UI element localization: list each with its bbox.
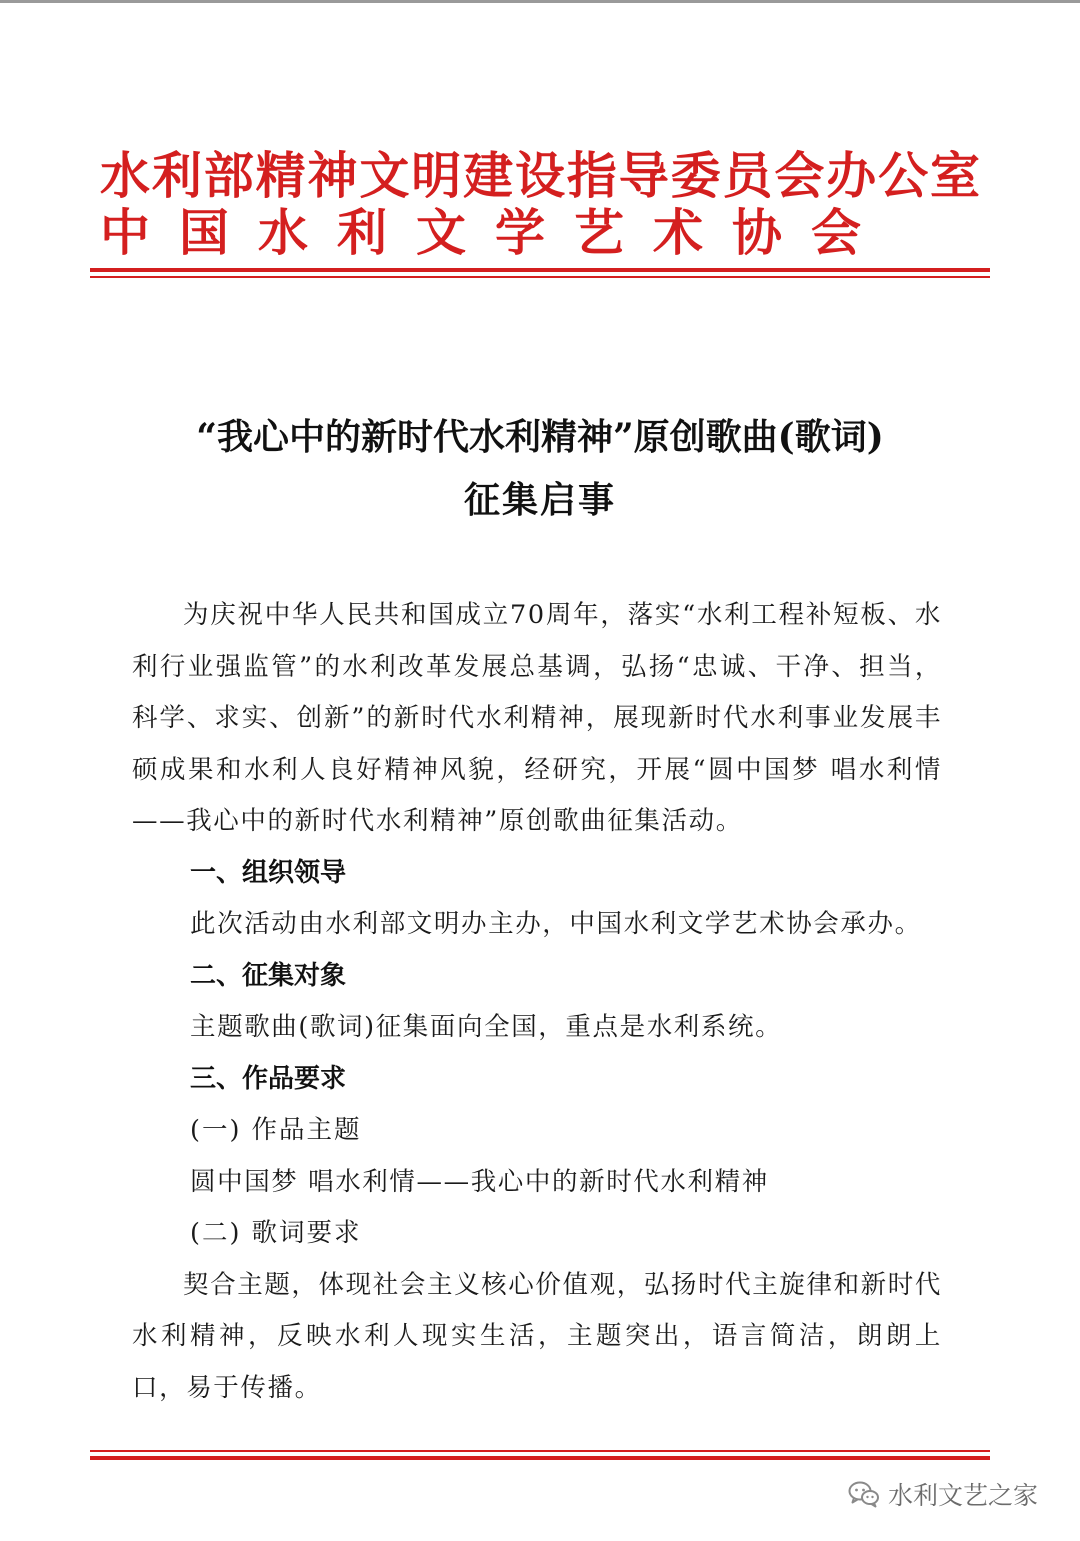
subsection-text-theme: 圆中国梦 唱水利情——我心中的新时代水利精神 <box>190 1166 769 1197</box>
page-top-edge <box>0 0 1080 3</box>
intro-paragraph: 为庆祝中华人民共和国成立70周年，落实“水利工程补短板、水利行业强监管”的水利改革发展总基调，弘扬“忠诚、干净、担当，科学、求实、创新”的新时代水利精神，展现新时代水利事业发展丰硕成果和水利人良好精神风貌，经研究，开展“圆中国梦 唱水利情——我心中的新时代水利精神”原创歌曲征集活动。 <box>132 600 942 836</box>
section-text-organization: 此次活动由水利部文明办主办，中国水利文学艺术协会承办。 <box>190 909 922 939</box>
subsection-heading-lyrics: (二) 歌词要求 <box>190 1218 362 1248</box>
subsection-text-lyrics: 契合主题，体现社会主义核心价值观，弘扬时代主旋律和新时代水利精神，反映水利人现实生活，主题突出，语言简洁，朗朗上口，易于传播。 <box>132 1269 942 1403</box>
watermark <box>848 1474 1038 1514</box>
footer-rule-thick <box>90 1456 990 1460</box>
document-subtitle: 征集启事 <box>463 479 616 521</box>
document-title: “我心中的新时代水利精神”原创歌曲(歌词) <box>196 416 884 458</box>
watermark-label: 水利文艺之家 <box>888 1481 1039 1510</box>
letterhead-rule-thin <box>90 276 990 278</box>
document-body <box>132 590 942 1414</box>
section-heading-requirements: 三、作品要求 <box>190 1063 347 1094</box>
section-heading-organization: 一、组织领导 <box>190 857 347 888</box>
wechat-icon <box>848 1480 880 1508</box>
section-text-audience: 主题歌曲(歌词)征集面向全国，重点是水利系统。 <box>190 1012 783 1042</box>
letterhead-rule-thick <box>90 268 990 272</box>
section-heading-audience: 二、征集对象 <box>190 960 347 991</box>
letterhead-org-line-2: 中国水利文学艺术协会 <box>100 204 890 262</box>
letterhead-org-line-1: 水利部精神文明建设指导委员会办公室 <box>100 147 980 205</box>
footer-rule-thin <box>90 1450 990 1452</box>
subsection-heading-theme: (一) 作品主题 <box>190 1115 362 1145</box>
